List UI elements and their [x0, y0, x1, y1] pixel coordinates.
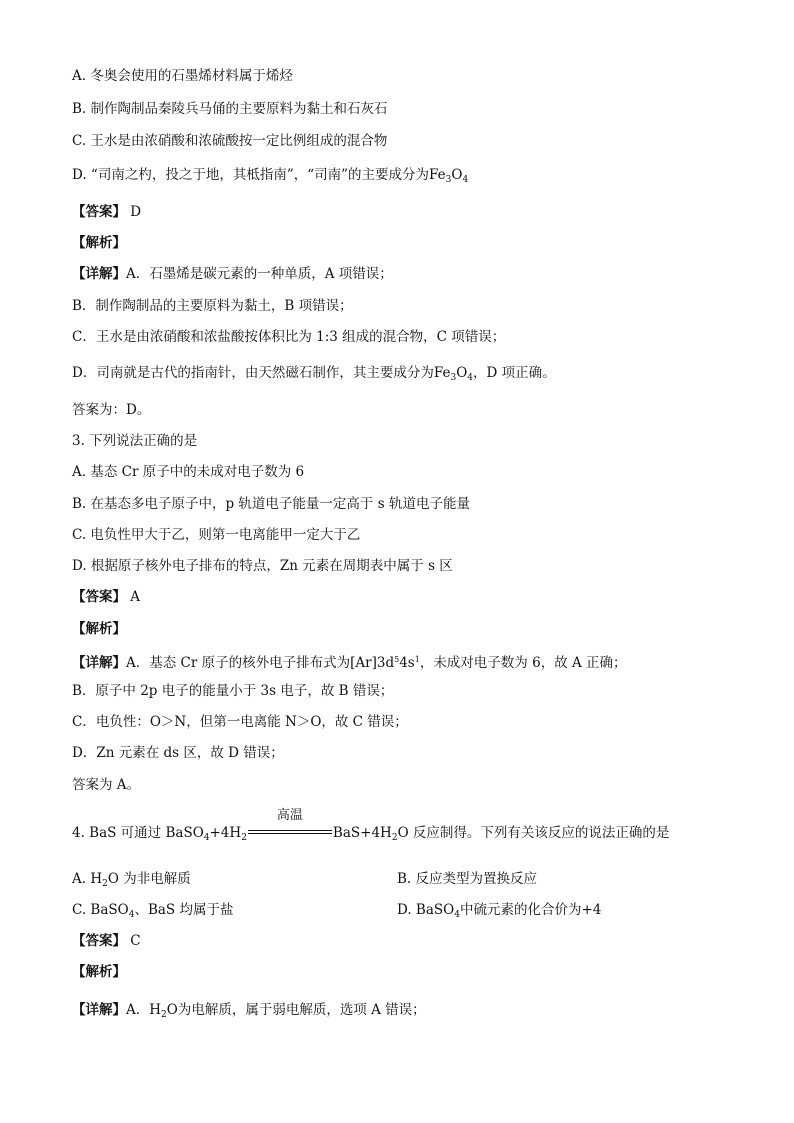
q2-final-answer: 答案为：D。 — [72, 402, 151, 418]
q4-option-c: C. BaSO$_4$、BaS 均属于盐 — [72, 902, 234, 920]
q3-option-a: A. 基态 Cr 原子中的未成对电子数为 6 — [72, 464, 305, 480]
q4-detail-a: 【详解】A．$H_2O$为电解质，属于弱电解质，选项 A 错误； — [72, 1002, 426, 1020]
q3-analysis-heading: 【解析】 — [72, 621, 126, 637]
q2-option-b: B. 制作陶制品秦陵兵马俑的主要原料为黏土和石灰石 — [72, 101, 388, 117]
q3-detail-b: B．原子中 2p 电子的能量小于 3s 电子，故 B 错误； — [72, 683, 394, 699]
q2-answer: 【答案】 D — [72, 204, 142, 220]
q2-option-c: C. 王水是由浓硝酸和浓硫酸按一定比例组成的混合物 — [72, 133, 388, 149]
q3-option-c: C. 电负性甲大于乙，则第一电离能甲一定大于乙 — [72, 527, 361, 543]
q3-answer: 【答案】 A — [72, 589, 141, 605]
q4-option-b: B. 反应类型为置换反应 — [397, 871, 538, 887]
reaction-condition: 高温 — [276, 808, 303, 823]
q2-detail-b: B．制作陶制品的主要原料为黏土，B 项错误； — [72, 298, 353, 314]
q3-option-b: B. 在基态多电子原子中，p 轨道电子能量一定高于 s 轨道电子能量 — [72, 496, 470, 512]
q3-detail-a: 【详解】A．基态 Cr 原子的核外电子排布式为$[Ar]3d^54s^1$，未成对电子数为 6，故 A 正确； — [72, 655, 627, 671]
q4-option-d: D. BaSO$_4$中硫元素的化合价为+4 — [397, 902, 602, 920]
q4-answer: 【答案】 C — [72, 933, 141, 949]
q3-detail-d: D．Zn 元素在 ds 区，故 D 错误； — [72, 745, 284, 761]
q3-final-answer: 答案为 A。 — [72, 777, 141, 793]
reaction-arrow — [248, 808, 332, 839]
q4-stem: 4. BaS 可通过 $BaSO_4+4H_2$ 高温 $BaS+4H_2O$ 反应制得。下列有关该反应的说法正确的是 — [72, 808, 670, 843]
q4-analysis-heading: 【解析】 — [72, 964, 126, 980]
q2-option-d: D. “司南之杓，投之于地，其柢指南”，“司南”的主要成分为$Fe_3O_4$ — [72, 167, 469, 185]
q2-detail-a: 【详解】A．石墨烯是碳元素的一种单质，A 项错误； — [72, 266, 393, 282]
q2-option-a: A. 冬奥会使用的石墨烯材料属于烯烃 — [72, 68, 293, 84]
q3-detail-c: C．电负性：O＞N，但第一电离能 N＞O，故 C 错误； — [72, 714, 408, 730]
q3-option-d: D. 根据原子核外电子排布的特点，Zn 元素在周期表中属于 s 区 — [72, 558, 453, 574]
q2-analysis-heading: 【解析】 — [72, 235, 126, 251]
q2-detail-c: C．王水是由浓硝酸和浓盐酸按体积比为 1:3 组成的混合物，C 项错误； — [72, 329, 506, 345]
q4-option-a: A. $H_2O$ 为非电解质 — [72, 871, 191, 889]
q2-detail-d: D．司南就是古代的指南针，由天然磁石制作，其主要成分为$Fe_3O_4$，D 项正确。 — [72, 365, 556, 383]
q3-stem: 3. 下列说法正确的是 — [72, 433, 198, 449]
